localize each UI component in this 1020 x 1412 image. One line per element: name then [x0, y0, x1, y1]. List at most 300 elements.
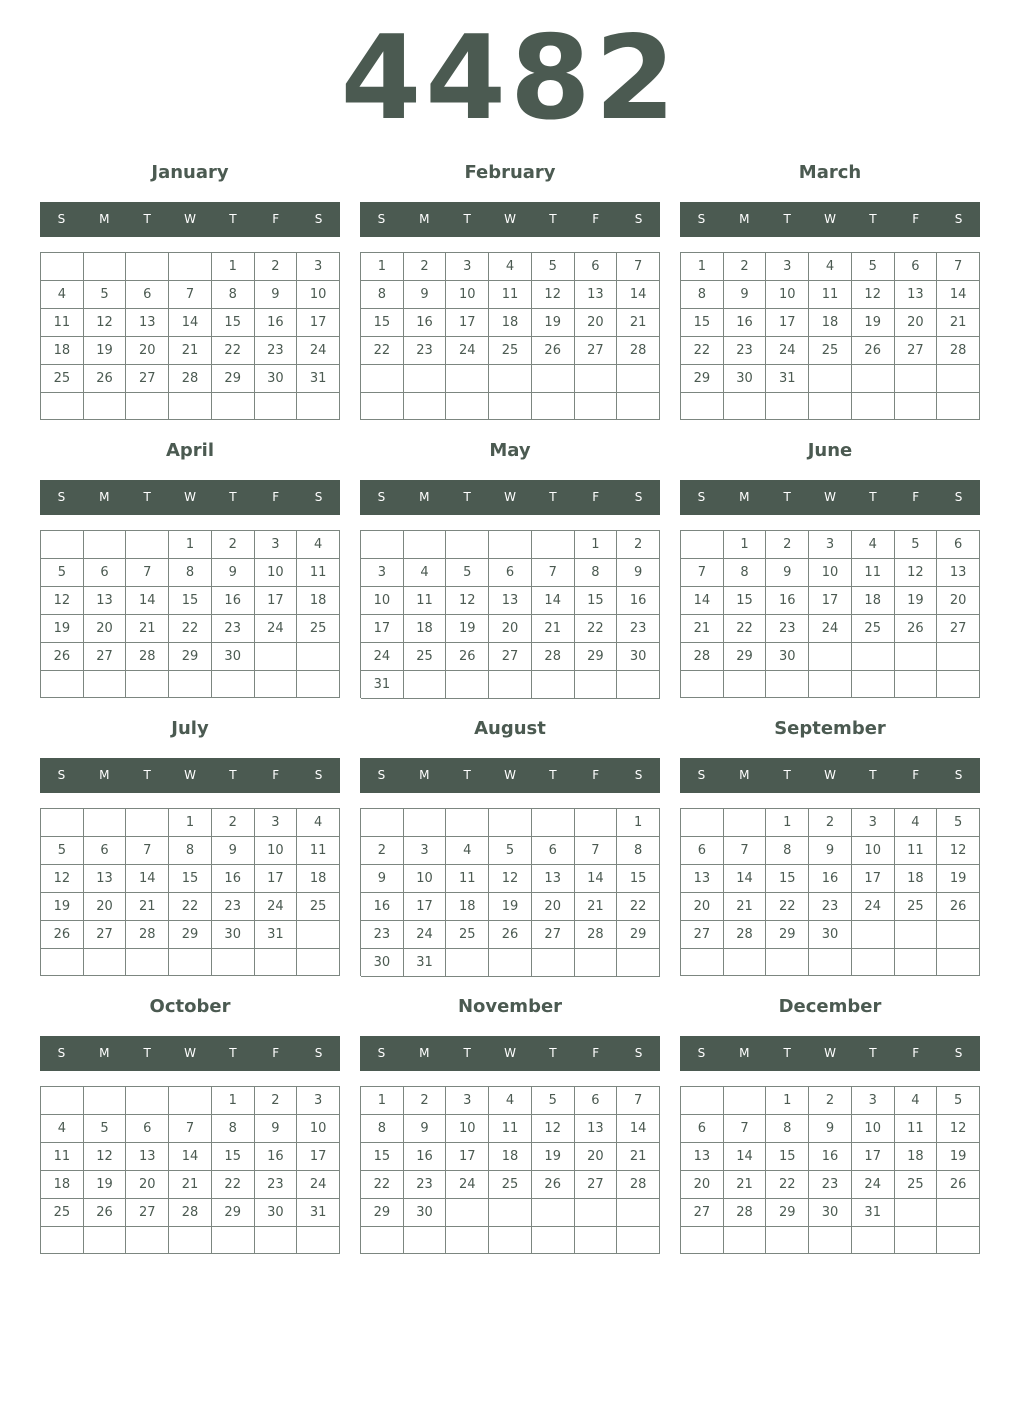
day-cell: 22	[361, 1171, 404, 1199]
day-cell: 17	[255, 865, 298, 893]
day-cell: 4	[895, 1087, 938, 1115]
day-cell: 12	[852, 281, 895, 309]
weekday-label: T	[229, 212, 237, 226]
day-cell: 25	[895, 1171, 938, 1199]
day-cell: 12	[895, 559, 938, 587]
day-cell: 28	[126, 643, 169, 671]
empty-day-cell	[895, 393, 938, 420]
empty-day-cell	[212, 1227, 255, 1254]
day-cell: 22	[724, 615, 767, 643]
day-grid	[680, 252, 980, 420]
day-grid	[40, 808, 340, 976]
day-cell: 24	[297, 337, 340, 365]
weekday-label: T	[549, 1046, 557, 1060]
day-cell: 17	[809, 587, 852, 615]
empty-day-cell	[809, 949, 852, 976]
weekday-label: W	[184, 212, 196, 226]
weekday-label: W	[184, 768, 196, 782]
weekday-label: T	[229, 490, 237, 504]
day-cell: 18	[446, 893, 489, 921]
day-cell: 7	[169, 1115, 212, 1143]
day-cell: 27	[681, 1199, 724, 1227]
empty-day-cell	[724, 671, 767, 698]
day-cell: 24	[852, 893, 895, 921]
day-cell: 8	[681, 281, 724, 309]
empty-day-cell	[766, 393, 809, 420]
day-cell: 15	[212, 1143, 255, 1171]
day-cell: 18	[895, 865, 938, 893]
day-cell: 7	[126, 559, 169, 587]
day-cell: 18	[41, 337, 84, 365]
day-cell: 15	[724, 587, 767, 615]
day-cell: 15	[766, 865, 809, 893]
day-cell: 15	[169, 587, 212, 615]
weekday-label: T	[229, 768, 237, 782]
day-cell: 16	[809, 865, 852, 893]
empty-day-cell	[255, 1227, 298, 1254]
empty-day-cell	[41, 393, 84, 420]
empty-day-cell	[446, 1227, 489, 1254]
empty-day-cell	[895, 1199, 938, 1227]
day-cell: 11	[297, 559, 340, 587]
day-cell: 30	[212, 643, 255, 671]
day-cell: 3	[297, 253, 340, 281]
day-cell: 16	[255, 1143, 298, 1171]
day-cell: 1	[361, 253, 404, 281]
day-cell: 30	[212, 921, 255, 949]
empty-day-cell	[681, 809, 724, 837]
empty-day-cell	[852, 921, 895, 949]
weekday-label: S	[57, 212, 66, 226]
weekday-label: M	[739, 1046, 750, 1060]
day-cell: 9	[212, 837, 255, 865]
weekday-label: T	[143, 490, 151, 504]
empty-day-cell	[681, 393, 724, 420]
month-name: February	[464, 162, 556, 183]
empty-day-cell	[446, 393, 489, 421]
empty-day-cell	[895, 949, 938, 976]
empty-day-cell	[255, 949, 298, 976]
weekday-label: S	[634, 768, 643, 782]
day-cell: 27	[575, 337, 618, 365]
day-cell: 6	[937, 531, 980, 559]
day-cell: 3	[852, 1087, 895, 1115]
empty-day-cell	[532, 671, 575, 699]
weekday-label: M	[739, 212, 750, 226]
day-cell: 1	[169, 531, 212, 559]
weekday-label: W	[504, 1046, 516, 1060]
day-cell: 6	[126, 1115, 169, 1143]
empty-day-cell	[532, 393, 575, 421]
empty-day-cell	[446, 809, 489, 837]
day-cell: 22	[681, 337, 724, 365]
day-cell: 11	[852, 559, 895, 587]
day-cell: 7	[126, 837, 169, 865]
day-cell: 11	[489, 281, 532, 309]
day-cell: 23	[404, 1171, 447, 1199]
day-cell: 8	[766, 837, 809, 865]
day-cell: 13	[126, 1143, 169, 1171]
weekday-label: S	[697, 1046, 706, 1060]
day-cell: 28	[937, 337, 980, 365]
day-cell: 29	[724, 643, 767, 671]
day-cell: 26	[532, 1171, 575, 1199]
empty-day-cell	[126, 393, 169, 420]
weekday-label: M	[739, 490, 750, 504]
day-cell: 20	[575, 1143, 618, 1171]
day-cell: 10	[809, 559, 852, 587]
empty-day-cell	[575, 1199, 618, 1227]
day-cell: 17	[297, 1143, 340, 1171]
day-cell: 17	[852, 865, 895, 893]
day-cell: 20	[126, 337, 169, 365]
day-cell: 29	[766, 921, 809, 949]
day-cell: 16	[809, 1143, 852, 1171]
day-cell: 20	[126, 1171, 169, 1199]
weekday-label: S	[634, 490, 643, 504]
day-cell: 25	[489, 337, 532, 365]
empty-day-cell	[126, 253, 169, 281]
day-cell: 5	[532, 253, 575, 281]
month-name: January	[151, 162, 229, 183]
empty-day-cell	[724, 809, 767, 837]
weekday-label: M	[419, 490, 430, 504]
day-cell: 12	[41, 865, 84, 893]
day-cell: 16	[212, 587, 255, 615]
day-cell: 19	[532, 309, 575, 337]
day-cell: 28	[724, 1199, 767, 1227]
day-grid	[680, 530, 980, 698]
day-cell: 16	[617, 587, 660, 615]
day-cell: 3	[255, 531, 298, 559]
day-cell: 26	[84, 1199, 127, 1227]
day-cell: 22	[212, 1171, 255, 1199]
day-cell: 26	[41, 921, 84, 949]
day-cell: 31	[255, 921, 298, 949]
empty-day-cell	[84, 671, 127, 698]
day-cell: 19	[532, 1143, 575, 1171]
empty-day-cell	[681, 949, 724, 976]
day-cell: 30	[809, 1199, 852, 1227]
day-cell: 13	[489, 587, 532, 615]
day-cell: 29	[617, 921, 660, 949]
day-cell: 15	[361, 309, 404, 337]
weekday-label: T	[463, 490, 471, 504]
day-cell: 8	[617, 837, 660, 865]
day-cell: 14	[724, 1143, 767, 1171]
weekday-label: T	[869, 1046, 877, 1060]
day-cell: 10	[852, 837, 895, 865]
empty-day-cell	[212, 671, 255, 698]
day-cell: 12	[532, 281, 575, 309]
day-cell: 3	[297, 1087, 340, 1115]
day-cell: 7	[724, 837, 767, 865]
day-cell: 22	[575, 615, 618, 643]
empty-day-cell	[532, 809, 575, 837]
day-cell: 5	[41, 837, 84, 865]
day-cell: 5	[937, 1087, 980, 1115]
day-cell: 20	[937, 587, 980, 615]
day-cell: 3	[766, 253, 809, 281]
day-cell: 3	[446, 253, 489, 281]
day-cell: 18	[489, 1143, 532, 1171]
day-grid	[360, 252, 660, 420]
day-cell: 10	[361, 587, 404, 615]
empty-day-cell	[937, 1227, 980, 1254]
weekday-label: F	[912, 1046, 920, 1060]
empty-day-cell	[404, 393, 447, 421]
weekday-label: S	[377, 490, 386, 504]
day-cell: 1	[617, 809, 660, 837]
day-cell: 12	[41, 587, 84, 615]
day-cell: 24	[852, 1171, 895, 1199]
empty-day-cell	[126, 809, 169, 837]
day-cell: 9	[212, 559, 255, 587]
weekday-header	[360, 758, 660, 793]
weekday-label: S	[634, 212, 643, 226]
empty-day-cell	[852, 949, 895, 976]
weekday-label: W	[504, 212, 516, 226]
day-cell: 11	[41, 309, 84, 337]
empty-day-cell	[937, 643, 980, 671]
empty-day-cell	[169, 671, 212, 698]
day-cell: 31	[361, 671, 404, 699]
weekday-header	[40, 480, 340, 515]
day-cell: 19	[41, 893, 84, 921]
day-cell: 8	[361, 1115, 404, 1143]
day-cell: 28	[681, 643, 724, 671]
day-cell: 2	[404, 1087, 447, 1115]
day-cell: 10	[446, 281, 489, 309]
day-cell: 10	[255, 837, 298, 865]
day-cell: 20	[84, 893, 127, 921]
day-cell: 13	[575, 281, 618, 309]
day-cell: 14	[937, 281, 980, 309]
empty-day-cell	[169, 393, 212, 420]
day-cell: 2	[809, 1087, 852, 1115]
empty-day-cell	[169, 1227, 212, 1254]
day-cell: 1	[169, 809, 212, 837]
day-grid	[40, 530, 340, 698]
weekday-label: W	[824, 1046, 836, 1060]
empty-day-cell	[895, 921, 938, 949]
day-cell: 26	[489, 921, 532, 949]
month-name: September	[774, 718, 886, 739]
day-cell: 3	[255, 809, 298, 837]
month-name: April	[165, 440, 215, 461]
day-cell: 24	[446, 337, 489, 365]
empty-day-cell	[532, 531, 575, 559]
day-cell: 20	[489, 615, 532, 643]
day-cell: 7	[575, 837, 618, 865]
day-cell: 11	[895, 837, 938, 865]
day-cell: 11	[809, 281, 852, 309]
empty-day-cell	[169, 949, 212, 976]
empty-day-cell	[575, 393, 618, 421]
empty-day-cell	[297, 1227, 340, 1254]
empty-day-cell	[852, 671, 895, 698]
day-cell: 14	[617, 1115, 660, 1143]
day-cell: 15	[575, 587, 618, 615]
empty-day-cell	[489, 365, 532, 393]
empty-day-cell	[809, 671, 852, 698]
day-cell: 23	[212, 893, 255, 921]
day-cell: 16	[255, 309, 298, 337]
day-cell: 26	[446, 643, 489, 671]
day-cell: 24	[361, 643, 404, 671]
empty-day-cell	[617, 949, 660, 977]
empty-day-cell	[489, 671, 532, 699]
empty-day-cell	[446, 949, 489, 977]
month-name: July	[171, 718, 209, 739]
day-cell: 26	[532, 337, 575, 365]
day-cell: 14	[126, 587, 169, 615]
day-cell: 12	[489, 865, 532, 893]
day-cell: 5	[41, 559, 84, 587]
day-cell: 2	[724, 253, 767, 281]
weekday-label: S	[954, 1046, 963, 1060]
day-cell: 11	[446, 865, 489, 893]
weekday-header	[680, 202, 980, 237]
empty-day-cell	[724, 949, 767, 976]
weekday-label: W	[184, 1046, 196, 1060]
day-cell: 25	[489, 1171, 532, 1199]
day-cell: 15	[169, 865, 212, 893]
day-cell: 4	[489, 253, 532, 281]
day-cell: 21	[126, 893, 169, 921]
day-cell: 15	[681, 309, 724, 337]
day-cell: 22	[169, 893, 212, 921]
day-cell: 31	[404, 949, 447, 977]
day-cell: 21	[617, 309, 660, 337]
empty-day-cell	[41, 1087, 84, 1115]
weekday-header	[40, 758, 340, 793]
day-cell: 13	[895, 281, 938, 309]
weekday-label: S	[314, 212, 323, 226]
day-cell: 25	[895, 893, 938, 921]
empty-day-cell	[852, 365, 895, 393]
weekday-label: F	[592, 490, 600, 504]
day-cell: 9	[404, 1115, 447, 1143]
weekday-label: W	[184, 490, 196, 504]
day-cell: 14	[532, 587, 575, 615]
empty-day-cell	[575, 949, 618, 977]
weekday-label: M	[419, 1046, 430, 1060]
day-cell: 25	[446, 921, 489, 949]
day-cell: 24	[446, 1171, 489, 1199]
day-grid	[360, 1086, 660, 1254]
empty-day-cell	[297, 643, 340, 671]
day-cell: 19	[41, 615, 84, 643]
day-cell: 6	[575, 1087, 618, 1115]
day-cell: 21	[724, 1171, 767, 1199]
empty-day-cell	[617, 671, 660, 699]
day-cell: 1	[681, 253, 724, 281]
day-cell: 3	[852, 809, 895, 837]
month-name: August	[474, 718, 546, 739]
day-cell: 30	[617, 643, 660, 671]
day-cell: 30	[724, 365, 767, 393]
weekday-label: T	[143, 212, 151, 226]
weekday-label: T	[869, 490, 877, 504]
weekday-label: F	[272, 490, 280, 504]
day-cell: 8	[169, 837, 212, 865]
empty-day-cell	[617, 1199, 660, 1227]
day-cell: 17	[255, 587, 298, 615]
empty-day-cell	[297, 671, 340, 698]
empty-day-cell	[404, 809, 447, 837]
weekday-label: M	[99, 212, 110, 226]
empty-day-cell	[212, 393, 255, 420]
empty-day-cell	[404, 531, 447, 559]
empty-day-cell	[169, 253, 212, 281]
day-cell: 25	[809, 337, 852, 365]
empty-day-cell	[489, 1227, 532, 1254]
empty-day-cell	[41, 531, 84, 559]
empty-day-cell	[809, 643, 852, 671]
day-cell: 7	[617, 253, 660, 281]
day-cell: 28	[617, 1171, 660, 1199]
month-name: March	[798, 162, 862, 183]
day-cell: 14	[126, 865, 169, 893]
day-cell: 1	[724, 531, 767, 559]
day-cell: 5	[84, 281, 127, 309]
empty-day-cell	[937, 921, 980, 949]
empty-day-cell	[126, 949, 169, 976]
day-cell: 10	[852, 1115, 895, 1143]
day-cell: 13	[84, 587, 127, 615]
weekday-header	[360, 480, 660, 515]
weekday-label: F	[912, 212, 920, 226]
day-cell: 31	[766, 365, 809, 393]
weekday-label: F	[272, 768, 280, 782]
empty-day-cell	[766, 1227, 809, 1254]
day-cell: 9	[809, 1115, 852, 1143]
weekday-label: M	[99, 490, 110, 504]
day-cell: 6	[489, 559, 532, 587]
weekday-header	[360, 1036, 660, 1071]
day-cell: 23	[255, 1171, 298, 1199]
day-cell: 24	[255, 893, 298, 921]
day-cell: 16	[212, 865, 255, 893]
day-cell: 5	[446, 559, 489, 587]
weekday-label: T	[229, 1046, 237, 1060]
empty-day-cell	[809, 393, 852, 420]
day-cell: 20	[895, 309, 938, 337]
empty-day-cell	[724, 1087, 767, 1115]
day-cell: 17	[404, 893, 447, 921]
day-cell: 6	[575, 253, 618, 281]
day-cell: 8	[212, 281, 255, 309]
empty-day-cell	[937, 949, 980, 976]
day-cell: 26	[852, 337, 895, 365]
day-cell: 23	[404, 337, 447, 365]
day-cell: 7	[532, 559, 575, 587]
empty-day-cell	[297, 393, 340, 420]
weekday-label: W	[824, 212, 836, 226]
empty-day-cell	[297, 949, 340, 976]
weekday-label: M	[739, 768, 750, 782]
day-cell: 4	[895, 809, 938, 837]
day-cell: 26	[84, 365, 127, 393]
day-cell: 2	[809, 809, 852, 837]
day-cell: 26	[895, 615, 938, 643]
day-cell: 7	[724, 1115, 767, 1143]
day-cell: 26	[937, 1171, 980, 1199]
empty-day-cell	[766, 949, 809, 976]
day-grid	[360, 808, 660, 976]
day-cell: 10	[297, 281, 340, 309]
